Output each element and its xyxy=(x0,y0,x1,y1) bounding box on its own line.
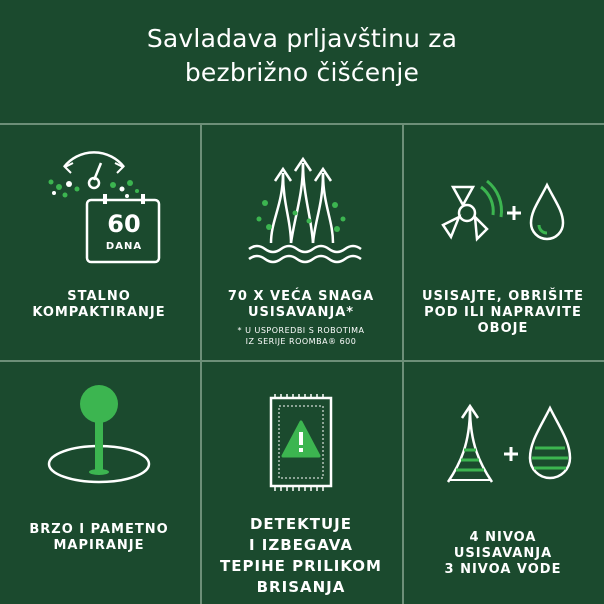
title-line-2: bezbrižno čišćenje xyxy=(184,58,420,87)
map-pin-icon xyxy=(0,364,198,504)
vacuum-plus-mop-icon xyxy=(404,125,602,265)
calendar-60-days-icon xyxy=(0,125,198,265)
feature-label: DETEKTUJE I IZBEGAVA TEPIHE PRILIKOM BRISANJA xyxy=(220,515,382,596)
title-line-1: Savladava prljavštinu za xyxy=(146,24,458,53)
suction-and-water-levels-icon xyxy=(404,364,602,504)
page-title xyxy=(0,22,604,90)
feature-cell-levels xyxy=(404,364,602,600)
feature-label: 70 X VEĆA SNAGA USISAVANJA* xyxy=(227,289,375,320)
feature-label: BRZO I PAMETNO MAPIRANJE xyxy=(29,522,169,553)
suction-arrows-icon xyxy=(202,125,400,265)
feature-cell-carpet-detection xyxy=(202,364,400,600)
calendar-unit: DANA xyxy=(105,241,143,252)
carpet-warning-icon xyxy=(202,364,400,504)
feature-cell-compacting xyxy=(0,125,198,361)
feature-cell-vacuum-mop xyxy=(404,125,602,361)
feature-label: 4 NIVOA USISAVANJA 3 NIVOA VODE xyxy=(444,530,562,577)
calendar-number: 60 xyxy=(107,210,141,238)
feature-label: STALNO KOMPAKTIRANJE xyxy=(32,289,166,320)
feature-cell-mapping xyxy=(0,364,198,600)
feature-label: USISAJTE, OBRIŠITE POD ILI NAPRAVITE OBOJE xyxy=(422,289,584,336)
feature-cell-suction-power xyxy=(202,125,400,361)
feature-footnote: * U USPOREDBI S ROBOTIMA IZ SERIJE ROOMBA® 600 xyxy=(237,326,365,346)
feature-grid xyxy=(0,123,604,604)
